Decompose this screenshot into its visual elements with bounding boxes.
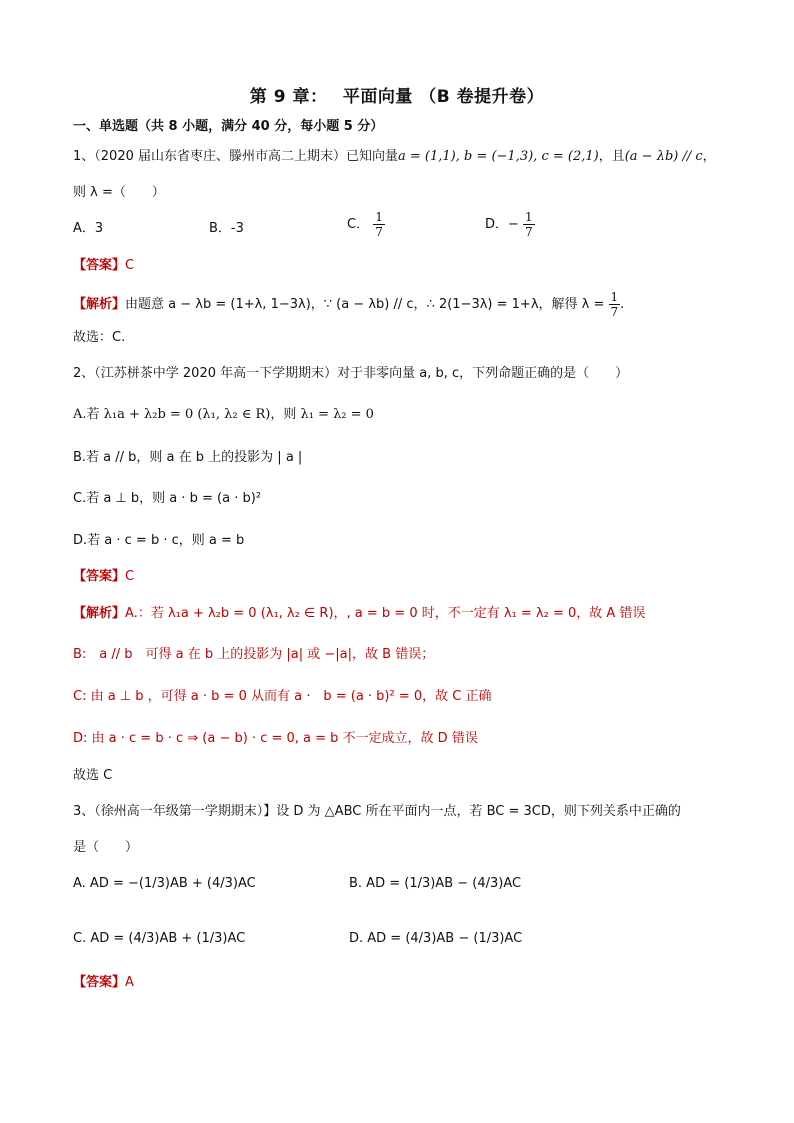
answer-value: A [125, 975, 134, 990]
answer-tag: 【答案】 [73, 258, 126, 273]
analysis-text: A.：若 λ₁a + λ₂b = 0 (λ₁, λ₂ ∈ R)，, a = b = 0 时，不一定有 λ₁ = λ₂ = 0，故 A 错误 [125, 606, 646, 621]
question-2-option-c: C.若 a ⊥ b，则 a · b = (a · b)² [73, 491, 262, 506]
fraction-denominator: 7 [610, 305, 619, 319]
fraction-numerator: 1 [610, 290, 619, 304]
section-heading: 一、单选题（共 8 小题，满分 40 分，每小题 5 分） [73, 119, 384, 134]
answer-tag: 【答案】 [73, 975, 126, 990]
option-c-fraction [373, 210, 385, 239]
question-1-option-c [347, 210, 385, 239]
analysis-tag: 【解析】 [73, 297, 126, 312]
question-1-vectors: a = (1,1), b = (−1,3), c = (2,1) [398, 149, 599, 164]
question-2-stem: 2、（江苏栟茶中学 2020 年高一下学期期末）对于非零向量 a, b, c，下列命题正确的是（ ） [73, 366, 629, 381]
option-d-fraction [523, 210, 535, 239]
fraction-denominator: 7 [375, 225, 383, 239]
question-3-answer [73, 973, 134, 993]
analysis-tag: 【解析】 [73, 606, 126, 621]
analysis-fraction [609, 290, 621, 319]
question-1-option-d [485, 210, 535, 239]
question-2-answer [73, 567, 134, 587]
question-3-option-c: C. AD = (4/3)AB + (1/3)AC [73, 931, 246, 946]
question-1-answer [73, 256, 134, 276]
fraction-denominator: 7 [525, 225, 533, 239]
question-2-analysis-a [73, 604, 645, 624]
question-2-analysis-c: C: 由 a ⊥ b ，可得 a · b = 0 从而有 a · b = (a · b)² = 0，故 C 正确 [73, 689, 492, 704]
question-3-option-b: B. AD = (1/3)AB − (4/3)AC [349, 876, 522, 891]
fraction-numerator: 1 [375, 210, 383, 224]
question-2-choose: 故选 C [73, 768, 113, 783]
question-1-stem-end: ， [702, 149, 716, 164]
fraction-numerator: 1 [525, 210, 533, 224]
question-1-stem-mid: ，且 [598, 149, 625, 164]
page-title: 第 9 章： 平面向量 （B 卷提升卷） [249, 87, 545, 107]
question-3-stem-line1: 3、（徐州高一年级第一学期期末）】设 D 为 △ABC 所在平面内一点，若 BC = 3CD，则下列关系中正确的 [73, 804, 681, 819]
question-2-option-d: D.若 a · c = b · c，则 a = b [73, 533, 245, 548]
question-1-choose: 故选：C. [73, 330, 126, 345]
question-1-stem-prefix: 1、（2020 届山东省枣庄、滕州市高二上期末）已知向量 [73, 149, 398, 164]
question-1-option-a: A．3 [73, 221, 104, 236]
answer-value: C [125, 258, 135, 273]
question-1-line2: 则 λ =（ ） [73, 185, 165, 200]
question-2-option-a: A.若 λ₁a + λ₂b = 0 (λ₁, λ₂ ∈ R)，则 λ₁ = λ₂ = 0 [73, 407, 374, 422]
option-c-label: C． [347, 217, 370, 232]
question-1-option-b: B．-3 [209, 221, 244, 236]
option-d-label: D．− [485, 217, 519, 232]
analysis-text: 由题意 a − λb = (1+λ, 1−3λ)，∵ (a − λb) // c，∴ 2(1−3λ) = 1+λ，解得 λ = [125, 297, 605, 312]
question-1-analysis [73, 290, 624, 319]
question-3-stem-line2: 是（ ） [73, 840, 139, 855]
question-2-option-b: B.若 a // b，则 a 在 b 上的投影为 | a | [73, 450, 303, 465]
question-2-analysis-d: D: 由 a · c = b · c ⇒ (a − b) · c = 0, a = b 不一定成立，故 D 错误 [73, 731, 478, 746]
question-1-condition: (a − λb) // c [624, 149, 703, 164]
analysis-end: . [620, 297, 625, 312]
answer-tag: 【答案】 [73, 569, 126, 584]
question-1-stem [73, 147, 716, 167]
answer-value: C [125, 569, 135, 584]
question-3-option-d: D. AD = (4/3)AB − (1/3)AC [349, 931, 523, 946]
question-3-option-a: A. AD = −(1/3)AB + (4/3)AC [73, 876, 256, 891]
question-2-analysis-b: B: a // b 可得 a 在 b 上的投影为 |a| 或 −|a|，故 B 错误； [73, 647, 435, 662]
